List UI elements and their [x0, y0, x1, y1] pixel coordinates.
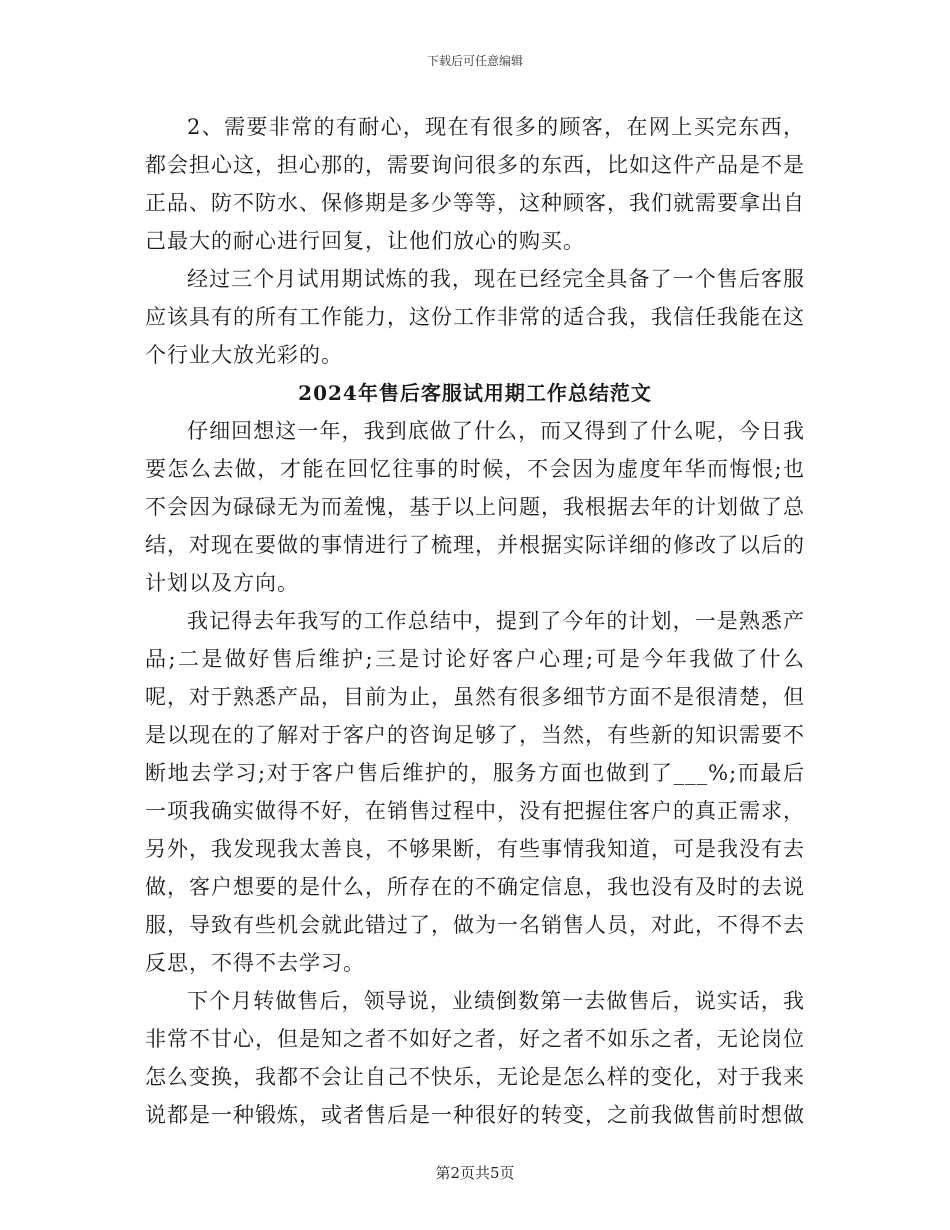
section-title: 2024年售后客服试用期工作总结范文 — [298, 381, 652, 405]
paragraph-1: 2、需要非常的有耐心，现在有很多的顾客，在网上买完东西，都会担心这，担心那的，需要询问很多的东西，比如这件产品是不是正品、防不防水、保修期是多少等等，这种顾客，我们就需要拿出自己最大的耐心进行回复，让他们放心的购买。 — [145, 115, 805, 253]
header-note: 下载后可任意编辑 — [426, 54, 523, 68]
paragraph-5: 下个月转做售后，领导说，业绩倒数第一去做售后，说实话，我非常不甘心，但是知之者不如好之者，好之者不如乐之者，无论岗位怎么变换，我都不会让自己不快乐，无论是怎么样的变化，对于我来说都是一种锻炼，或者售后是一种很好的转变，之前我做售前时想做 — [145, 989, 805, 1127]
paragraph-3: 仔细回想这一年，我到底做了什么，而又得到了什么呢，今日我要怎么去做，才能在回忆往事的时候，不会因为虚度年华而悔恨;也不会因为碌碌无为而羞愧，基于以上问题，我根据去年的计划做了总结，对现在要做的事情进行了梳理，并根据实际详细的修改了以后的计划以及方向。 — [145, 419, 805, 595]
document-body — [145, 108, 805, 1134]
paragraph-4: 我记得去年我写的工作总结中，提到了今年的计划，一是熟悉产品;二是做好售后维护;三是讨论好客户心理;可是今年我做了什么呢，对于熟悉产品，目前为止，虽然有很多细节方面不是很清楚，但是以现在的了解对于客户的咨询足够了，当然，有些新的知识需要不断地去学习;对于客户售后维护的，服务方面也做到了___%;而最后一项我确实做得不好，在销售过程中，没有把握住客户的真正需求，另外，我发现我太善良，不够果断，有些事情我知道，可是我没有去做，客户想要的是什么，所存在的不确定信息，我也没有及时的去说服，导致有些机会就此错过了，做为一名销售人员，对此，不得不去反思，不得不去学习。 — [145, 609, 805, 975]
paragraph-2: 经过三个月试用期试炼的我，现在已经完全具备了一个售后客服应该具有的所有工作能力，这份工作非常的适合我，我信任我能在这个行业大放光彩的。 — [145, 267, 805, 367]
page-indicator: 第2页共5页 — [435, 1164, 515, 1182]
